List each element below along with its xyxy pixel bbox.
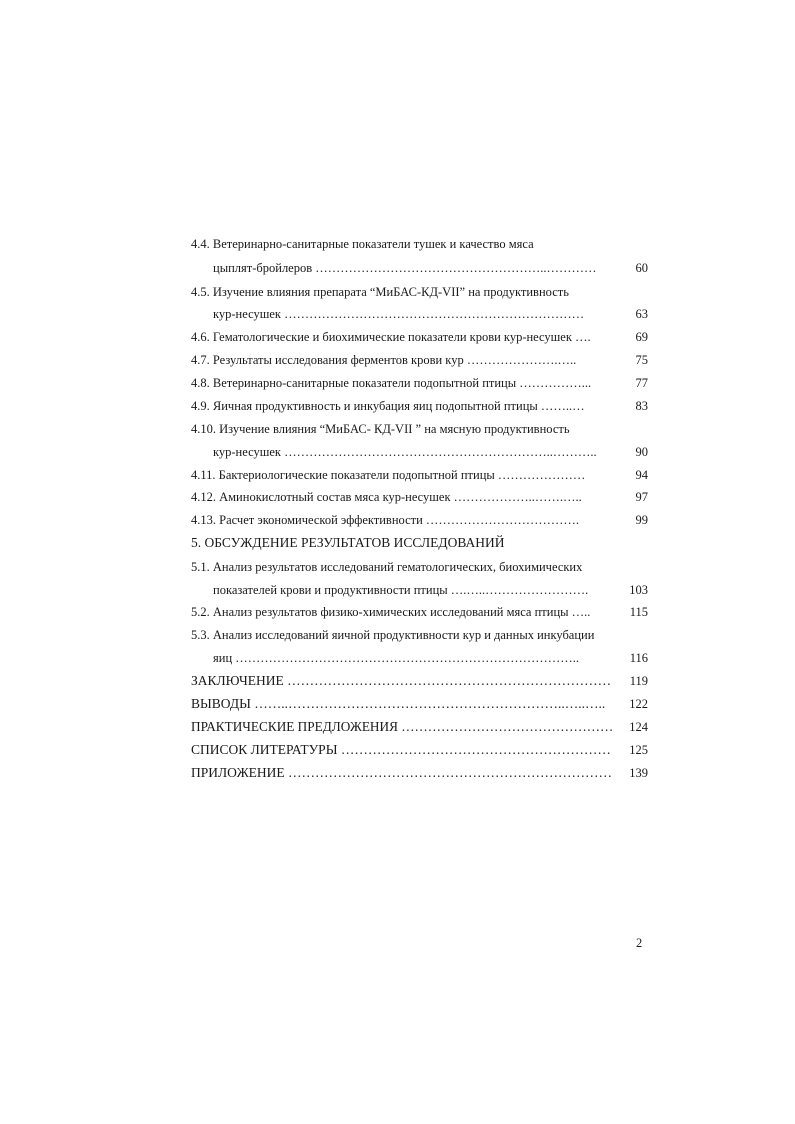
toc-entry-4-11: 4.11. Бактериологические показатели подопытной птицы ………………… [191, 468, 586, 482]
toc-references-page: 125 [629, 743, 648, 757]
toc-entry-5-1-page: 103 [629, 583, 648, 597]
toc-appendix: ПРИЛОЖЕНИЕ ……………………………………………………………… [191, 765, 613, 780]
toc-entry-5-3-line1: 5.3. Анализ исследований яичной продуктивности кур и данных инкубации [191, 628, 595, 642]
toc-entry-4-10-page: 90 [635, 445, 648, 459]
toc-entry-5-1-line2: показателей крови и продуктивности птицы ….…..……………………. [213, 583, 589, 597]
toc-entry-4-8-page: 77 [635, 376, 648, 390]
toc-entry-4-4-page: 60 [635, 261, 648, 275]
toc-conclusion: ЗАКЛЮЧЕНИЕ ……………………………………………………………… [191, 673, 612, 688]
toc-conclusion-page: 119 [629, 674, 648, 688]
toc-entry-4-7: 4.7. Результаты исследования ферментов крови кур ………………….….. [191, 353, 577, 367]
toc-entry-4-10-line1: 4.10. Изучение влияния “МиБАС- КД-VII ” на мясную продуктивность [191, 422, 570, 436]
toc-entry-4-10-line2: кур-несушек ………………………………………………………..……….. [213, 445, 597, 459]
toc-entry-4-6: 4.6. Гематологические и биохимические показатели крови кур-несушек …. [191, 330, 591, 344]
toc-entry-4-6-page: 69 [635, 330, 648, 344]
toc-references: СПИСОК ЛИТЕРАТУРЫ …………………………………………………… [191, 742, 611, 757]
toc-entry-5-3-line2: яиц ……………………………………………………………………….. [213, 651, 580, 665]
toc-entry-4-13: 4.13. Расчет экономической эффективности ………………………………. [191, 513, 580, 527]
toc-appendix-page: 139 [629, 766, 648, 780]
toc-practical-suggestions: ПРАКТИЧЕСКИЕ ПРЕДЛОЖЕНИЯ ………………………………………… [191, 719, 614, 734]
toc-entry-4-5-page: 63 [635, 307, 648, 321]
toc-findings: ВЫВОДЫ ……..……………………………………………………..…..….. [191, 696, 606, 711]
toc-entry-4-12-page: 97 [635, 490, 648, 504]
toc-entry-4-12: 4.12. Аминокислотный состав мяса кур-несушек ………………..…….….. [191, 490, 582, 504]
toc-entry-4-9-page: 83 [635, 399, 648, 413]
toc-entry-4-5-line2: кур-несушек ……………………………………………………………… [213, 307, 585, 321]
page-number: 2 [636, 936, 643, 950]
toc-entry-5-2-page: 115 [629, 605, 648, 619]
toc-entry-5-1-line1: 5.1. Анализ результатов исследований гематологических, биохимических [191, 560, 583, 574]
toc-entry-4-5-line1: 4.5. Изучение влияния препарата “МиБАС-КД-VII” на продуктивность [191, 285, 569, 299]
toc-entry-4-8: 4.8. Ветеринарно-санитарные показатели подопытной птицы ……………... [191, 376, 592, 390]
toc-entry-4-7-page: 75 [635, 353, 648, 367]
toc-practical-suggestions-page: 124 [629, 720, 648, 734]
toc-entry-5-3-page: 116 [629, 651, 648, 665]
toc-findings-page: 122 [629, 697, 648, 711]
toc-entry-4-9: 4.9. Яичная продуктивность и инкубация яиц подопытной птицы ……..… [191, 399, 585, 413]
toc-section-5-title: 5. ОБСУЖДЕНИЕ РЕЗУЛЬТАТОВ ИССЛЕДОВАНИЙ [191, 535, 505, 550]
toc-entry-4-13-page: 99 [635, 513, 648, 527]
toc-entry-5-2: 5.2. Анализ результатов физико-химических исследований мяса птицы ….. [191, 605, 591, 619]
toc-entry-4-4-line2: цыплят-бройлеров ………………………………………………..………… [213, 261, 597, 275]
toc-entry-4-11-page: 94 [635, 468, 648, 482]
toc-entry-4-4-line1: 4.4. Ветеринарно-санитарные показатели тушек и качество мяса [191, 237, 534, 251]
